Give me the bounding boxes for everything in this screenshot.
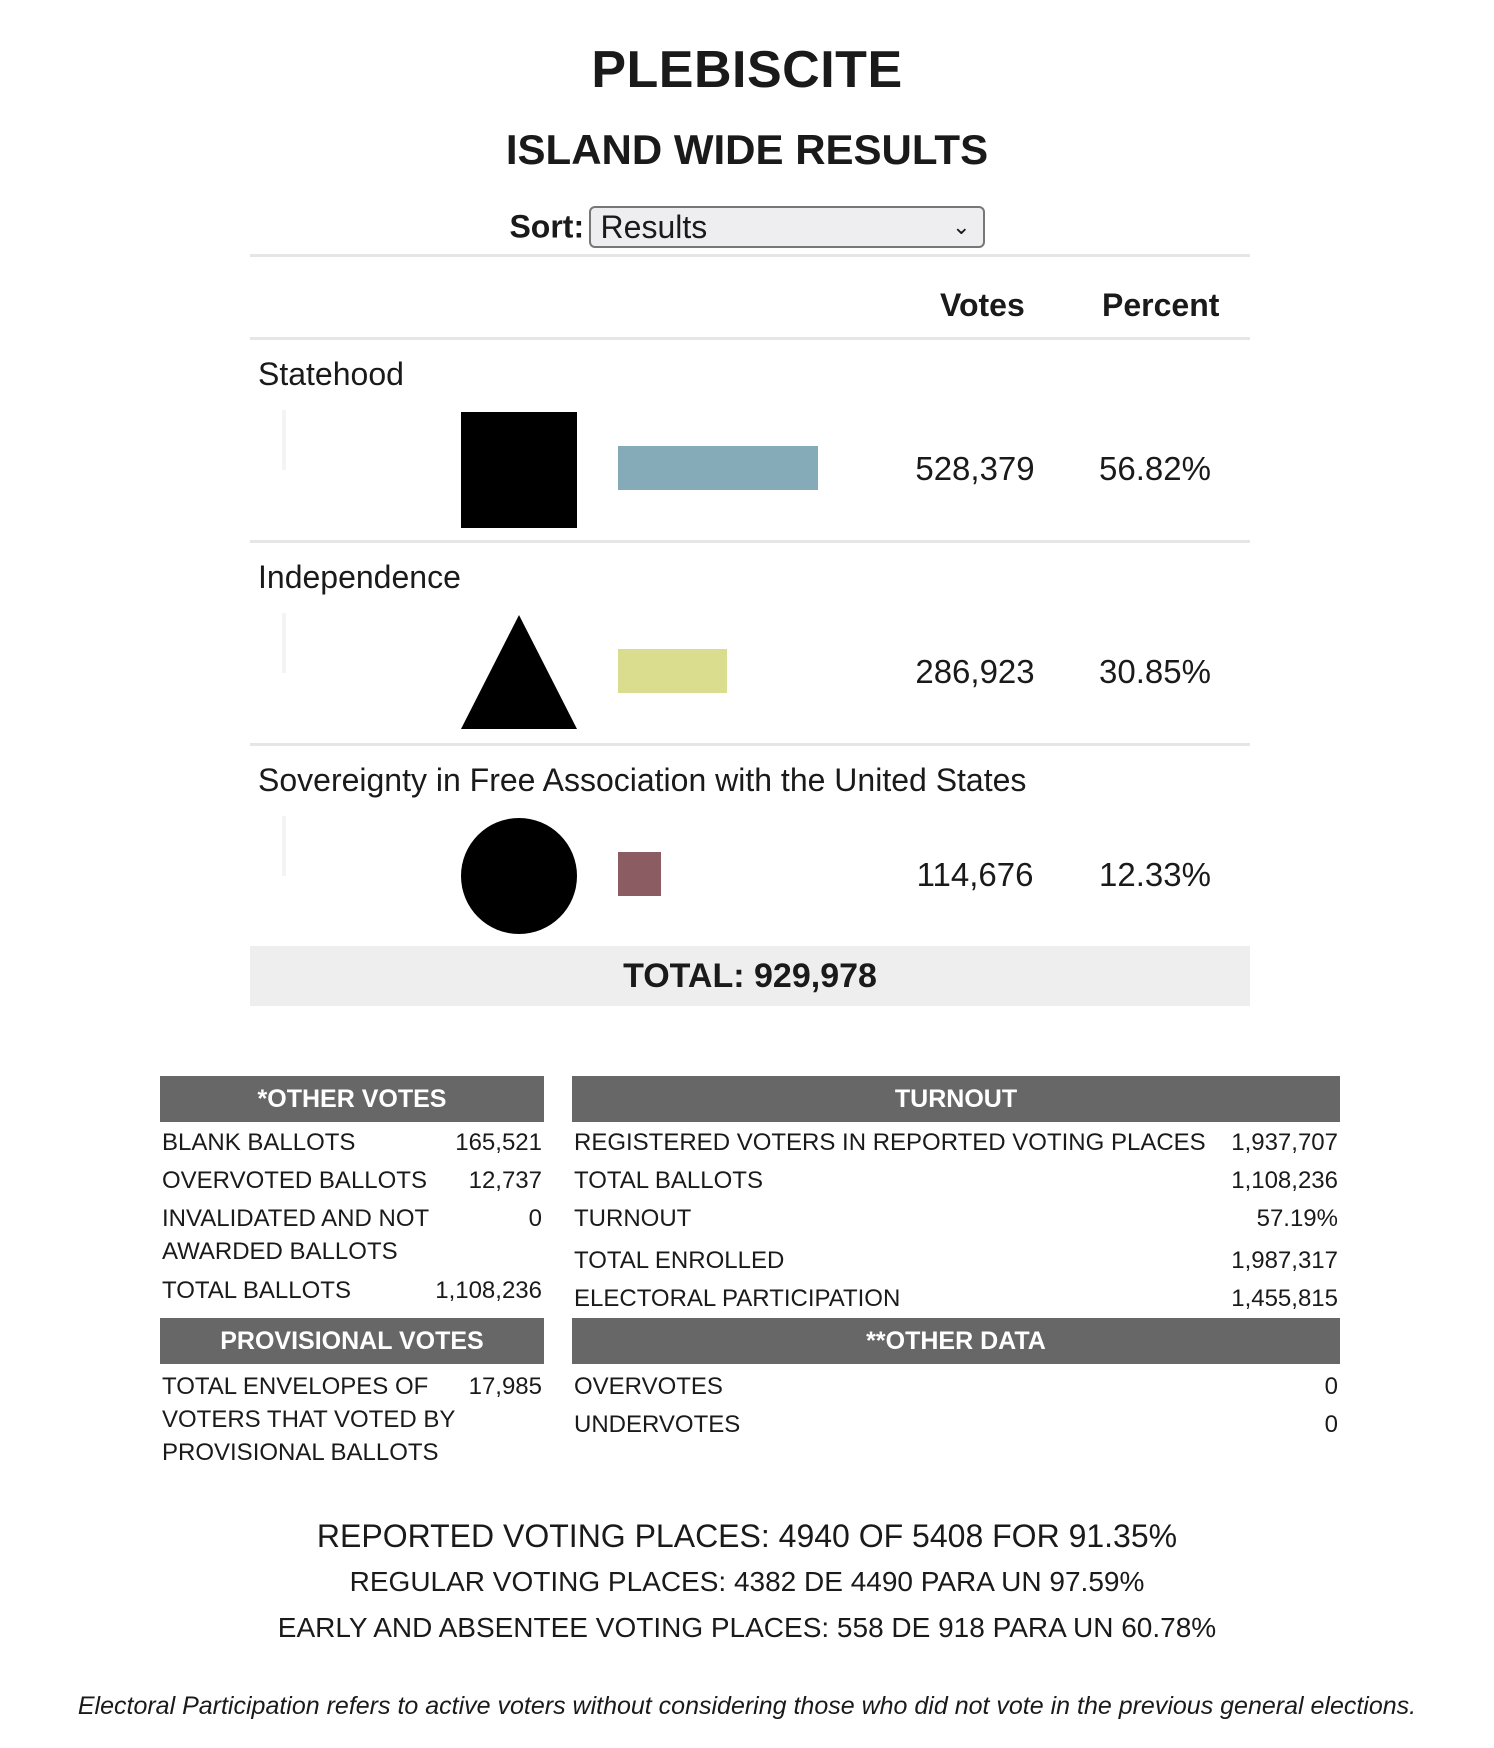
option-image-placeholder	[282, 613, 286, 673]
row-label: TOTAL BALLOTS	[574, 1167, 763, 1194]
table-row	[572, 1202, 1340, 1244]
row-value: 17,985	[468, 1373, 542, 1400]
table-row	[160, 1126, 544, 1164]
chevron-down-icon: ⌄	[952, 214, 971, 239]
row-label: REGISTERED VOTERS IN REPORTED VOTING PLACES	[574, 1129, 1206, 1156]
result-row-statehood	[250, 340, 1250, 540]
row-value: 0	[528, 1205, 542, 1232]
row-label: ELECTORAL PARTICIPATION	[574, 1285, 901, 1312]
page-title: PLEBISCITE	[591, 41, 903, 99]
row-value: 0	[1324, 1411, 1338, 1438]
option-votes: 286,923	[915, 653, 1035, 690]
row-label: BLANK BALLOTS	[162, 1129, 356, 1156]
option-image-placeholder	[282, 816, 286, 876]
early-absentee-voting-places: EARLY AND ABSENTEE VOTING PLACES: 558 DE 918 PARA UN 60.78%	[277, 1612, 1217, 1643]
row-value: 165,521	[455, 1129, 542, 1156]
row-value: 12,737	[468, 1167, 542, 1194]
option-votes: 114,676	[916, 856, 1034, 893]
turnout-panel	[572, 1076, 1340, 1320]
row-label: OVERVOTES	[574, 1373, 723, 1400]
sort-select-value: Results	[600, 209, 708, 245]
row-label: TOTAL ENROLLED	[574, 1247, 785, 1274]
table-row	[572, 1282, 1340, 1320]
panel-heading: PROVISIONAL VOTES	[160, 1318, 544, 1364]
footnote: Electoral Participation refers to active voters without considering those who did not vote in the previous general elections.	[77, 1692, 1417, 1720]
option-name: Independence	[258, 559, 461, 595]
option-name: Sovereignty in Free Association with the United States	[258, 762, 1027, 798]
percent-column-header: Percent	[1102, 287, 1220, 323]
result-bar	[618, 649, 727, 693]
option-percent: 12.33%	[1099, 856, 1211, 893]
row-label: TOTAL ENVELOPES OF VOTERS THAT VOTED BY PROVISIONAL BALLOTS	[162, 1373, 455, 1466]
option-percent: 56.82%	[1099, 450, 1211, 487]
panel-heading: **OTHER DATA	[572, 1318, 1340, 1364]
circle-icon	[461, 818, 577, 934]
sort-label: Sort:	[509, 208, 585, 245]
table-row	[572, 1244, 1340, 1282]
row-label: TURNOUT	[574, 1205, 692, 1232]
table-row	[160, 1202, 544, 1274]
table-row	[160, 1370, 544, 1469]
table-row	[572, 1126, 1340, 1164]
option-percent: 30.85%	[1099, 653, 1211, 690]
option-image-placeholder	[282, 410, 286, 470]
table-row	[160, 1274, 544, 1312]
row-value: 1,108,236	[1231, 1167, 1338, 1194]
triangle-icon	[461, 615, 577, 731]
option-name: Statehood	[258, 356, 404, 392]
page-subtitle: ISLAND WIDE RESULTS	[505, 126, 989, 173]
results-table	[250, 254, 1250, 1006]
provisional-votes-panel	[160, 1318, 544, 1469]
result-row-independence	[250, 543, 1250, 743]
total-votes: TOTAL: 929,978	[250, 946, 1250, 1006]
sort-select[interactable]	[589, 206, 985, 248]
other-votes-panel	[160, 1076, 544, 1312]
row-value: 1,108,236	[435, 1277, 542, 1304]
square-icon	[461, 412, 577, 528]
row-label: OVERVOTED BALLOTS	[162, 1167, 427, 1194]
row-value: 1,455,815	[1231, 1285, 1338, 1312]
option-votes: 528,379	[915, 450, 1035, 487]
row-value: 1,937,707	[1231, 1129, 1338, 1156]
results-header	[250, 257, 1250, 337]
other-data-panel	[572, 1318, 1340, 1446]
row-value: 57.19%	[1256, 1205, 1338, 1232]
panel-heading: *OTHER VOTES	[160, 1076, 544, 1122]
sort-control	[0, 206, 1494, 248]
table-row	[160, 1164, 544, 1202]
table-row	[572, 1370, 1340, 1408]
table-row	[572, 1408, 1340, 1446]
row-value: 0	[1324, 1373, 1338, 1400]
row-label: INVALIDATED AND NOT AWARDED BALLOTS	[162, 1205, 429, 1265]
result-row-free-association	[250, 746, 1250, 946]
result-bar	[618, 852, 661, 896]
reported-voting-places: REPORTED VOTING PLACES: 4940 OF 5408 FOR 91.35%	[316, 1518, 1178, 1554]
row-value: 1,987,317	[1231, 1247, 1338, 1274]
regular-voting-places: REGULAR VOTING PLACES: 4382 DE 4490 PARA UN 97.59%	[349, 1566, 1145, 1597]
row-label: TOTAL BALLOTS	[162, 1277, 351, 1304]
row-label: UNDERVOTES	[574, 1411, 741, 1438]
result-bar	[618, 446, 818, 490]
table-row	[572, 1164, 1340, 1202]
votes-column-header: Votes	[940, 287, 1025, 323]
panel-heading: TURNOUT	[572, 1076, 1340, 1122]
